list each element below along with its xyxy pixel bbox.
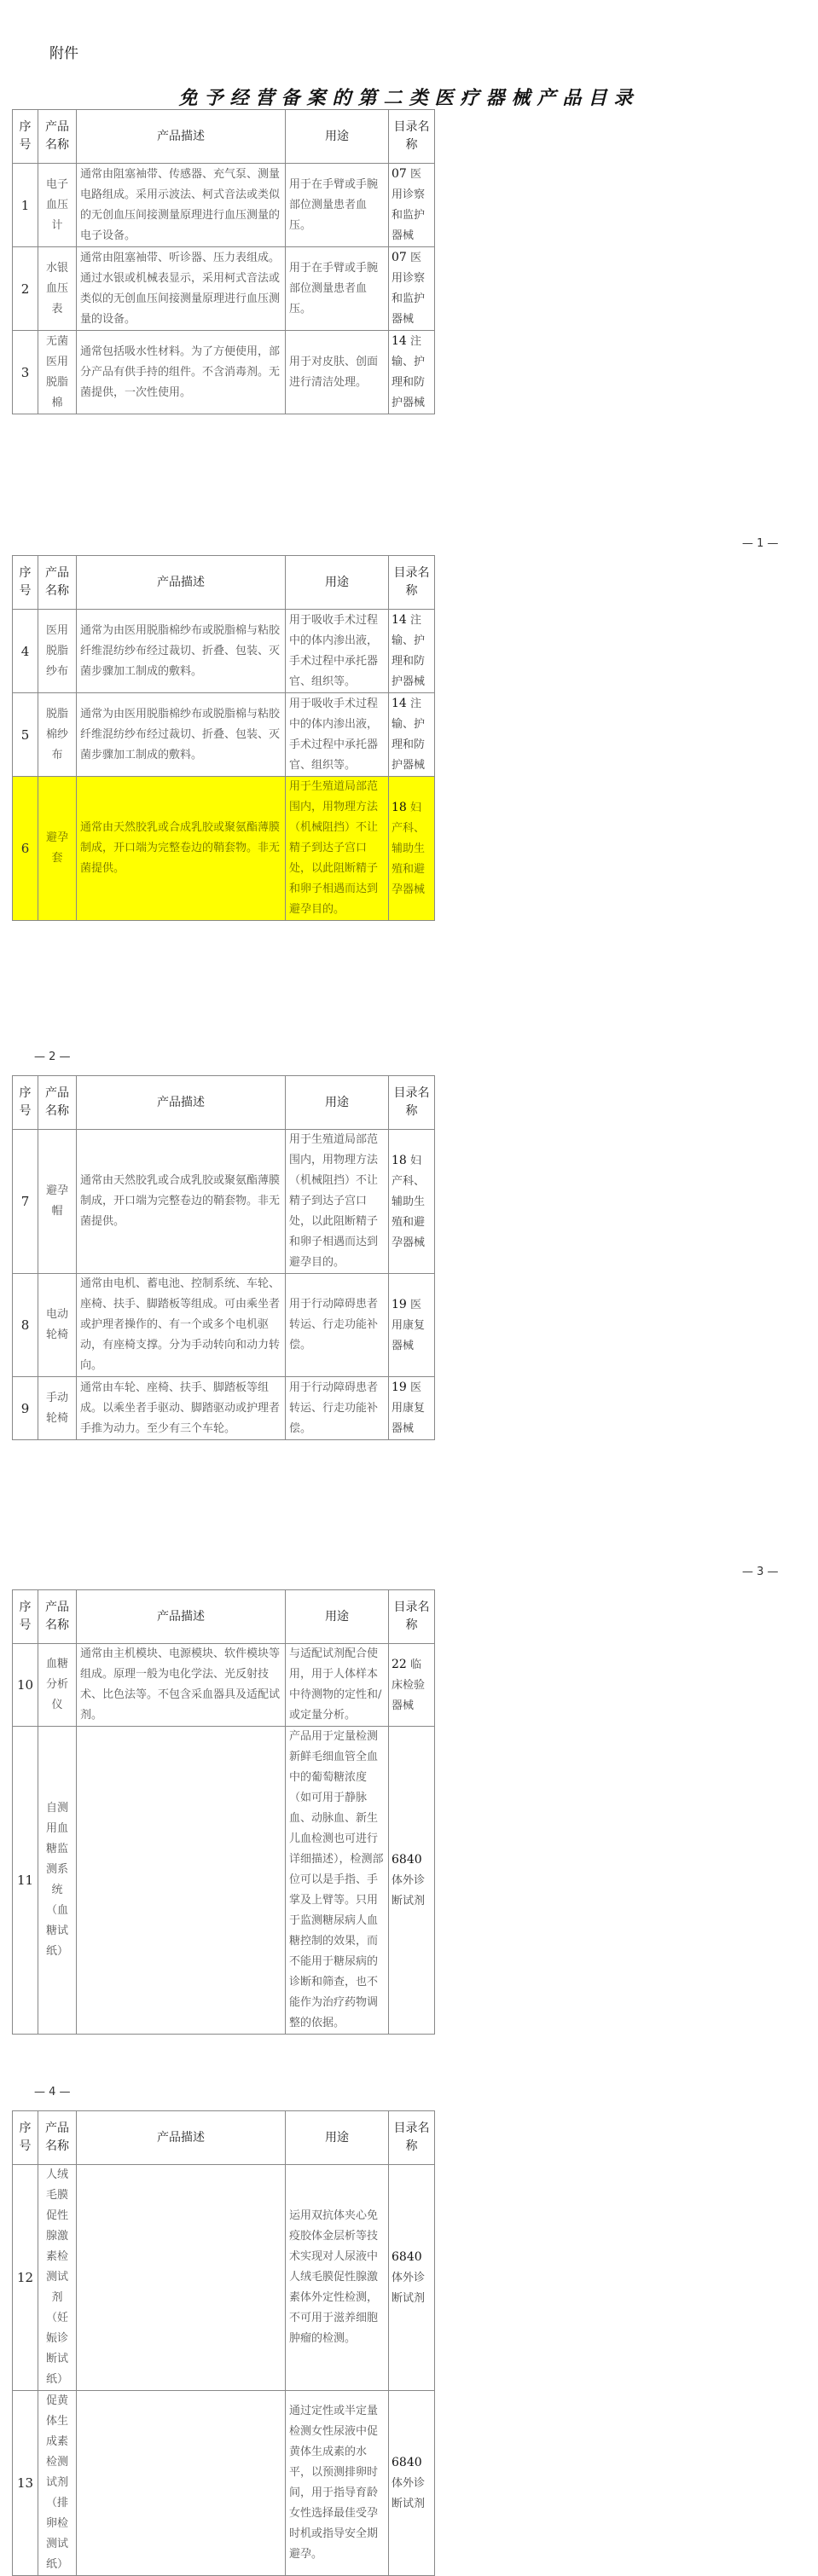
header-no: 序号	[13, 1076, 38, 1130]
catalog-table-page-2	[12, 555, 435, 921]
product-description: 通常包括吸水性材料。为了方便使用，部分产品有供手持的组件。不含消毒剂。无菌提供，一次性使用。	[77, 331, 286, 414]
catalog-code: 19	[392, 1297, 407, 1311]
header-no: 序号	[13, 2111, 38, 2165]
row-number: 13	[13, 2391, 38, 2576]
table-row	[13, 247, 435, 331]
table-header-row	[13, 556, 435, 610]
row-number: 9	[13, 1377, 38, 1440]
catalog-label: 注输、护理和防护器械	[392, 698, 426, 772]
product-use: 产品用于定量检测新鲜毛细血管全血中的葡萄糖浓度（如可用于静脉血、动脉血、新生儿血检测也可进行详细描述），检测部位可以是手指、手掌及上臂等。只用于监测糖尿病人血糖控制的效果，而不能用于糖尿病的诊断和筛查，也不能作为治疗药物调整的依据。	[286, 1727, 389, 2035]
catalog-label: 体外诊断试剂	[392, 2271, 426, 2305]
product-description: 通常由主机模块、电源模块、软件模块等组成。原理一般为电化学法、光反射技术、比色法等。不包含采血器具及适配试剂。	[77, 1644, 286, 1727]
header-use: 用途	[286, 110, 389, 164]
product-use: 用于生殖道局部范围内，用物理方法（机械阻挡）不让精子到达子宫口处，以此阻断精子和卵子相遇而达到避孕目的。	[286, 777, 389, 921]
header-use: 用途	[286, 2111, 389, 2165]
catalog-name	[389, 1377, 435, 1440]
header-description: 产品描述	[77, 2111, 286, 2165]
catalog-code: 14	[392, 334, 407, 348]
catalog-code: 07	[392, 251, 407, 264]
product-name: 电子血压计	[38, 164, 77, 247]
table-row	[13, 331, 435, 414]
catalog-code: 14	[392, 613, 407, 627]
table-row	[13, 693, 435, 777]
catalog-name	[389, 693, 435, 777]
header-no: 序号	[13, 110, 38, 164]
catalog-label: 体外诊断试剂	[392, 1873, 426, 1907]
table-row	[13, 1130, 435, 1274]
product-use: 用于吸收手术过程中的体内渗出液，手术过程中承托器官、组织等。	[286, 610, 389, 693]
page-number-3: — 3 —	[742, 1566, 779, 1578]
product-name: 医用脱脂纱布	[38, 610, 77, 693]
header-description: 产品描述	[77, 110, 286, 164]
header-description: 产品描述	[77, 556, 286, 610]
product-use: 用于对皮肤、创面进行清洁处理。	[286, 331, 389, 414]
header-name: 产品名称	[38, 2111, 77, 2165]
table-row	[13, 1377, 435, 1440]
header-use: 用途	[286, 1590, 389, 1644]
row-number: 11	[13, 1727, 38, 2035]
table-row	[13, 2165, 435, 2391]
row-number: 7	[13, 1130, 38, 1274]
catalog-table-page-5	[12, 2110, 435, 2576]
catalog-code: 19	[392, 1381, 407, 1394]
catalog-code: 14	[392, 697, 407, 710]
header-no: 序号	[13, 556, 38, 610]
document-title: 免予经营备案的第二类医疗器械产品目录	[178, 87, 640, 109]
catalog-label: 医用康复器械	[392, 1298, 426, 1352]
catalog-code: 6840	[392, 1852, 422, 1867]
table-row	[13, 1644, 435, 1727]
product-description	[77, 1727, 286, 2035]
table-header-row	[13, 2111, 435, 2165]
header-catalog: 目录名称	[389, 1590, 435, 1644]
table-header-row	[13, 1076, 435, 1130]
row-number: 2	[13, 247, 38, 331]
catalog-code: 07	[392, 167, 407, 181]
catalog-name	[389, 1274, 435, 1377]
catalog-label: 医用诊察和监护器械	[392, 252, 426, 326]
row-number: 8	[13, 1274, 38, 1377]
product-use: 用于吸收手术过程中的体内渗出液，手术过程中承托器官、组织等。	[286, 693, 389, 777]
catalog-name	[389, 2391, 435, 2576]
product-use: 通过定性或半定量检测女性尿液中促黄体生成素的水平，以预测排卵时间，用于指导育龄女性选择最佳受孕时机或指导安全期避孕。	[286, 2391, 389, 2576]
row-number: 3	[13, 331, 38, 414]
header-catalog: 目录名称	[389, 110, 435, 164]
row-number: 4	[13, 610, 38, 693]
catalog-name	[389, 247, 435, 331]
header-catalog: 目录名称	[389, 1076, 435, 1130]
page-number-4: — 4 —	[34, 2086, 71, 2098]
catalog-name	[389, 164, 435, 247]
row-number: 10	[13, 1644, 38, 1727]
table-row	[13, 777, 435, 921]
product-name: 血糖分析仪	[38, 1644, 77, 1727]
header-no: 序号	[13, 1590, 38, 1644]
product-name: 无菌医用脱脂棉	[38, 331, 77, 414]
catalog-code: 18	[392, 800, 407, 814]
product-description: 通常为由医用脱脂棉纱布或脱脂棉与粘胶纤维混纺纱布经过裁切、折叠、包装、灭菌步骤加工制成的敷料。	[77, 693, 286, 777]
catalog-label: 医用康复器械	[392, 1381, 426, 1435]
table-row	[13, 2391, 435, 2576]
product-description: 通常由电机、蓄电池、控制系统、车轮、座椅、扶手、脚踏板等组成。可由乘坐者或护理者操作的、有一个或多个电机驱动，有座椅支撑。分为手动转向和动力转向。	[77, 1274, 286, 1377]
header-catalog: 目录名称	[389, 556, 435, 610]
product-use: 用于行动障碍患者转运、行走功能补偿。	[286, 1377, 389, 1440]
product-description: 通常由车轮、座椅、扶手、脚踏板等组成。以乘坐者手驱动、脚踏驱动或护理者手推为动力。至少有三个车轮。	[77, 1377, 286, 1440]
product-description: 通常由天然胶乳或合成乳胶或聚氨酯薄膜制成，开口端为完整卷边的鞘套物。非无菌提供。	[77, 777, 286, 921]
header-use: 用途	[286, 1076, 389, 1130]
catalog-code: 6840	[392, 2455, 422, 2469]
header-name: 产品名称	[38, 556, 77, 610]
product-use: 用于行动障碍患者转运、行走功能补偿。	[286, 1274, 389, 1377]
catalog-label: 医用诊察和监护器械	[392, 168, 426, 242]
product-name: 电动轮椅	[38, 1274, 77, 1377]
catalog-label: 体外诊断试剂	[392, 2476, 426, 2510]
row-number: 12	[13, 2165, 38, 2391]
catalog-table-page-1	[12, 109, 435, 414]
catalog-name	[389, 1130, 435, 1274]
product-use: 与适配试剂配合使用，用于人体样本中待测物的定性和/或定量分析。	[286, 1644, 389, 1727]
catalog-code: 22	[392, 1657, 407, 1671]
attachment-label: 附件	[49, 45, 78, 62]
page-number-1: — 1 —	[742, 537, 779, 550]
catalog-name	[389, 777, 435, 921]
catalog-table-page-3	[12, 1075, 435, 1440]
header-name: 产品名称	[38, 110, 77, 164]
catalog-label: 临床检验器械	[392, 1658, 426, 1712]
product-description	[77, 2391, 286, 2576]
product-name: 自测用血糖监测系统（血糖试纸）	[38, 1727, 77, 2035]
product-description: 通常由阻塞袖带、听诊器、压力表组成。通过水银或机械表显示，采用柯式音法或类似的无创血压间接测量原理进行血压测量的设备。	[77, 247, 286, 331]
catalog-name	[389, 610, 435, 693]
product-description	[77, 2165, 286, 2391]
header-name: 产品名称	[38, 1590, 77, 1644]
catalog-label: 注输、护理和防护器械	[392, 614, 426, 688]
product-name: 避孕帽	[38, 1130, 77, 1274]
catalog-code: 18	[392, 1153, 407, 1167]
product-use: 用于生殖道局部范围内，用物理方法（机械阻挡）不让精子到达子宫口处，以此阻断精子和卵子相遇而达到避孕目的。	[286, 1130, 389, 1274]
product-use: 用于在手臂或手腕部位测量患者血压。	[286, 247, 389, 331]
product-name: 避孕套	[38, 777, 77, 921]
catalog-name	[389, 2165, 435, 2391]
product-description: 通常为由医用脱脂棉纱布或脱脂棉与粘胶纤维混纺纱布经过裁切、折叠、包装、灭菌步骤加工制成的敷料。	[77, 610, 286, 693]
product-name: 脱脂棉纱布	[38, 693, 77, 777]
product-description: 通常由阻塞袖带、传感器、充气泵、测量电路组成。采用示波法、柯式音法或类似的无创血压间接测量原理进行血压测量的电子设备。	[77, 164, 286, 247]
product-name: 水银血压表	[38, 247, 77, 331]
header-description: 产品描述	[77, 1076, 286, 1130]
catalog-code: 6840	[392, 2249, 422, 2264]
catalog-name	[389, 331, 435, 414]
header-use: 用途	[286, 556, 389, 610]
row-number: 1	[13, 164, 38, 247]
table-header-row	[13, 1590, 435, 1644]
table-row	[13, 1727, 435, 2035]
product-name: 人绒毛膜促性腺激素检测试剂（妊娠诊断试纸）	[38, 2165, 77, 2391]
table-row	[13, 610, 435, 693]
catalog-name	[389, 1727, 435, 2035]
product-description: 通常由天然胶乳或合成乳胶或聚氨酯薄膜制成，开口端为完整卷边的鞘套物。非无菌提供。	[77, 1130, 286, 1274]
catalog-table-page-4	[12, 1589, 435, 2035]
catalog-name	[389, 1644, 435, 1727]
table-row	[13, 1274, 435, 1377]
table-header-row	[13, 110, 435, 164]
catalog-label: 妇产科、辅助生殖和避孕器械	[392, 801, 426, 896]
product-name: 促黄体生成素检测试剂（排卵检测试纸）	[38, 2391, 77, 2576]
page-number-2: — 2 —	[34, 1051, 71, 1063]
catalog-label: 妇产科、辅助生殖和避孕器械	[392, 1154, 426, 1249]
table-row	[13, 164, 435, 247]
product-name: 手动轮椅	[38, 1377, 77, 1440]
product-use: 用于在手臂或手腕部位测量患者血压。	[286, 164, 389, 247]
header-name: 产品名称	[38, 1076, 77, 1130]
catalog-label: 注输、护理和防护器械	[392, 335, 426, 409]
row-number: 6	[13, 777, 38, 921]
header-catalog: 目录名称	[389, 2111, 435, 2165]
row-number: 5	[13, 693, 38, 777]
product-use: 运用双抗体夹心免疫胶体金层析等技术实现对人尿液中人绒毛膜促性腺激素体外定性检测，不可用于滋养细胞肿瘤的检测。	[286, 2165, 389, 2391]
header-description: 产品描述	[77, 1590, 286, 1644]
